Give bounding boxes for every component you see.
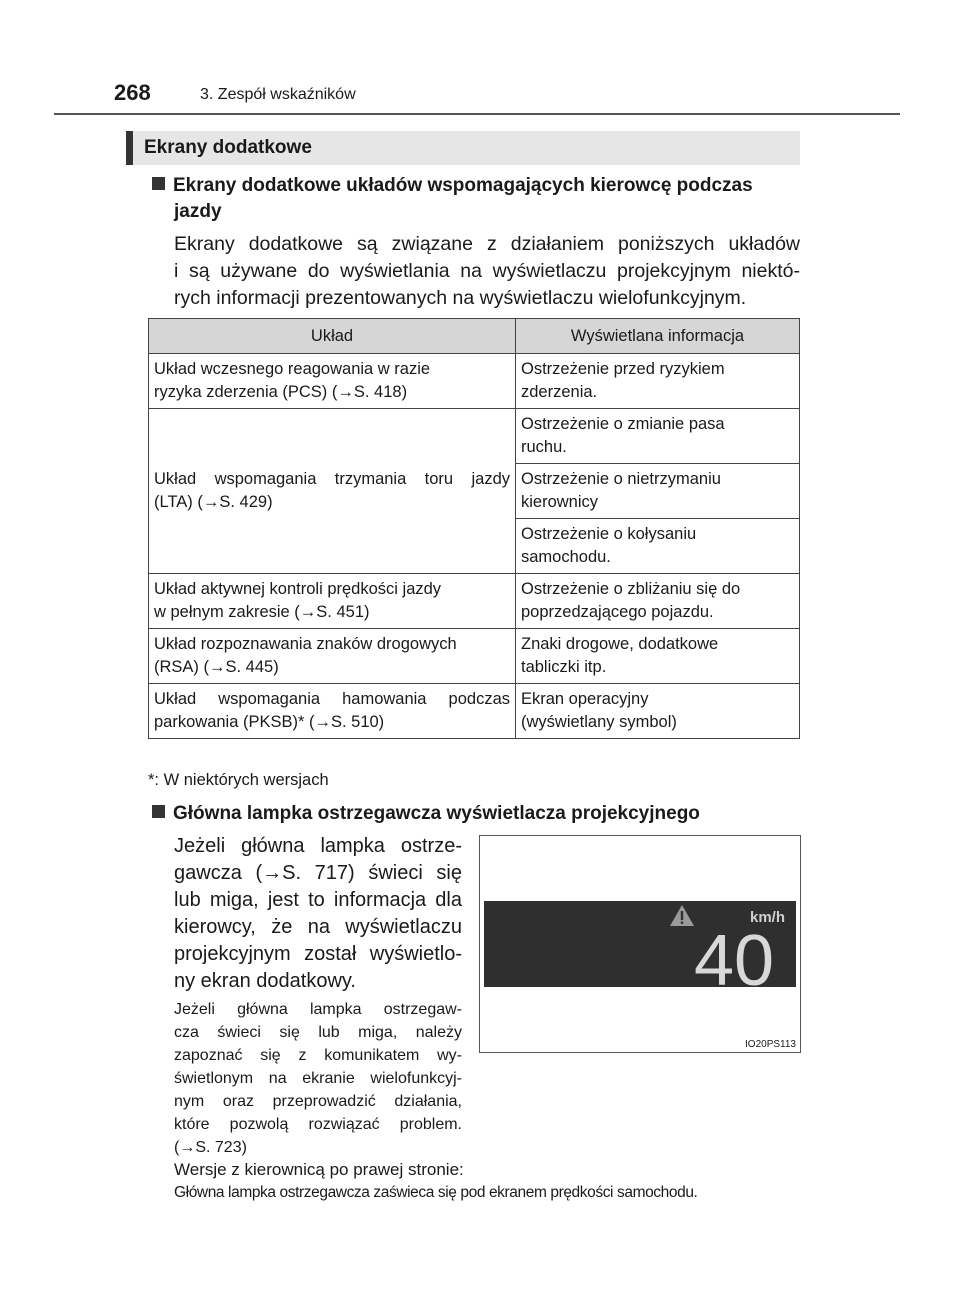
table-header-info: Wyświetlana informacja	[516, 319, 800, 354]
intro-paragraph: Ekrany dodatkowe są związane z działaniem poniższych układów i są używane do wyświetlania na wyświetlaczu projekcyjnym niektó- rych informacji prezentowanych na wyświetlaczu wielofunkcyjnym.	[174, 233, 800, 309]
subheading-driver-assist-cont: jazdy	[174, 201, 222, 222]
table-cell-system: Układ rozpoznawania znaków drogowych (RSA) (→S. 445)	[149, 629, 516, 684]
figure-code: IO20PS113	[745, 1039, 796, 1050]
table-row	[149, 684, 800, 739]
subheading-driver-assist: Ekrany dodatkowe układów wspomagających kierowcę podczas	[152, 172, 753, 200]
chapter-title: 3. Zespół wskaźników	[200, 86, 356, 103]
table-cell-system: Układ wczesnego reagowania w razie ryzyka zderzenia (PCS) (→S. 418)	[149, 354, 516, 409]
header-divider	[54, 113, 900, 115]
table-cell-info: Ostrzeżenie o zmianie pasa ruchu.	[516, 409, 800, 464]
section-accent	[126, 131, 133, 165]
table-header-row	[149, 319, 800, 354]
bullet-square-icon	[152, 805, 165, 818]
table-cell-info: Ostrzeżenie o kołysaniu samochodu.	[516, 519, 800, 574]
table-row	[149, 409, 800, 464]
bullet-square-icon	[152, 177, 165, 190]
table-cell-info: Ostrzeżenie o zbliżaniu się do poprzedzającego pojazdu.	[516, 574, 800, 629]
subheading-master-warning: Główna lampka ostrzegawcza wyświetlacza projekcyjnego	[152, 800, 700, 828]
table-header-system: Układ	[149, 319, 516, 354]
table-cell-info: Znaki drogowe, dodatkowe tabliczki itp.	[516, 629, 800, 684]
systems-table	[148, 318, 800, 739]
hud-screen	[484, 901, 796, 987]
rhd-note-title: Wersje z kierownicą po prawej stronie:	[174, 1160, 464, 1179]
hud-display-svg	[484, 901, 796, 987]
speed-value: 40	[694, 921, 775, 987]
page-number: 268	[114, 80, 151, 105]
footnote: *: W niektórych wersjach	[148, 771, 329, 789]
hud-figure	[479, 835, 801, 1053]
table-cell-system: Układ aktywnej kontroli prędkości jazdy w pełnym zakresie (→S. 451)	[149, 574, 516, 629]
master-warning-paragraph: Jeżeli główna lampka ostrze- gawcza (→S. 717) świeci się lub miga, jest to informacja dla kierowcy, że na wyświetlaczu projekcyjnym został wyświetlo- ny ekran dodatkowy.	[174, 835, 462, 992]
table-cell-info: Ekran operacyjny (wyświetlany symbol)	[516, 684, 800, 739]
table-row	[149, 574, 800, 629]
table-cell-info: Ostrzeżenie o nietrzymaniu kierownicy	[516, 464, 800, 519]
table-cell-info: Ostrzeżenie przed ryzykiem zderzenia.	[516, 354, 800, 409]
section-title: Ekrany dodatkowe	[144, 137, 312, 158]
table-cell-system: Układ wspomagania hamowania podczas parkowania (PKSB)* (→S. 510)	[149, 684, 516, 739]
master-warning-note: Jeżeli główna lampka ostrzegaw- cza świeci się lub miga, należy zapoznać się z komunikatem wy- świetlonym na ekranie wielofunkcyj- nym oraz przeprowadzić działania, które pozwolą rozwiązać problem. (→S. 723)	[174, 1001, 462, 1156]
rhd-note-text: Główna lampka ostrzegawcza zaświeca się pod ekranem prędkości samochodu.	[174, 1184, 698, 1201]
table-row	[149, 629, 800, 684]
table-cell-system: Układ wspomagania trzymania toru jazdy (LTA) (→S. 429)	[149, 409, 516, 574]
table-row	[149, 354, 800, 409]
speed-unit: km/h	[750, 909, 786, 926]
warning-triangle-icon	[670, 905, 694, 926]
section-header	[126, 131, 800, 165]
